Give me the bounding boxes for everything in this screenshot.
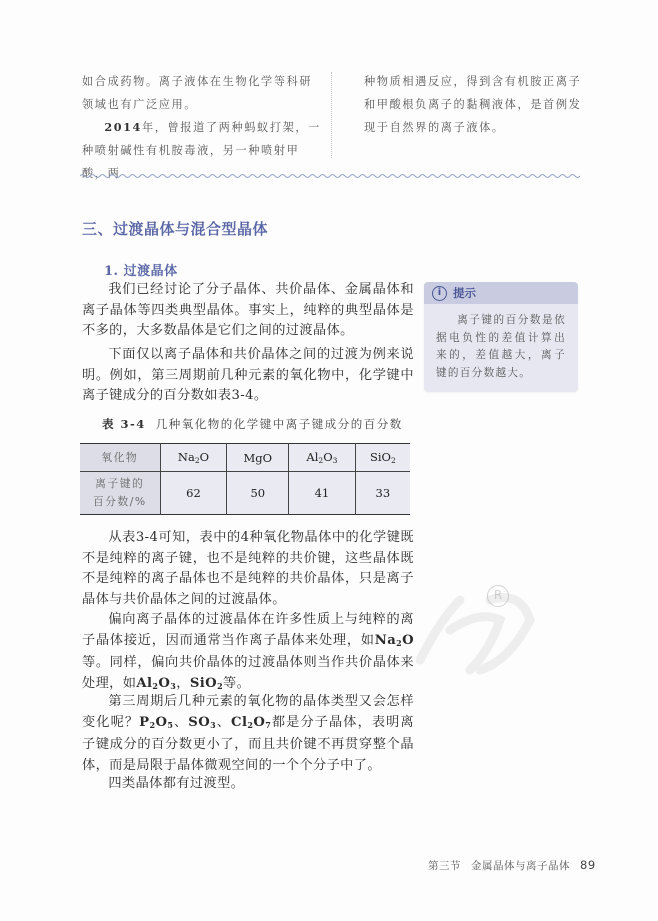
paragraph-2: 下面仅以离子晶体和共价晶体之间的过渡为例来说明。例如，第三周期前几种元素的氧化物中，化学键中离子键成分的百分数如表3-4。 bbox=[82, 347, 414, 403]
footer-section: 第三节 bbox=[428, 860, 461, 872]
top-left-text-2: 2014年，曾报道了两种蚂蚁打架，一种喷射碱性有机胺毒液，另一种喷射甲酸，两 bbox=[82, 120, 321, 180]
table-header-cell: MgO bbox=[227, 444, 289, 472]
watermark-icon bbox=[400, 560, 560, 680]
top-left-text-1: 如合成药物。离子液体在生物化学等科研领域也有广泛应用。 bbox=[82, 75, 313, 111]
table-cell: 62 bbox=[160, 472, 227, 515]
top-right-column bbox=[364, 70, 584, 139]
formula-cl2o7: $Cl_2O_7$ bbox=[231, 714, 272, 730]
top-left-column bbox=[82, 70, 324, 185]
table-header-cell: SiO$_2$ bbox=[355, 444, 410, 472]
top-continuation-box bbox=[82, 70, 582, 180]
formula-al2o3: $Al_2O_3$ bbox=[136, 675, 177, 691]
table-cell: 50 bbox=[227, 472, 289, 515]
table-row bbox=[80, 472, 410, 515]
table-header-label: 氧化物 bbox=[80, 444, 160, 472]
ionic-bond-table bbox=[80, 443, 410, 515]
footer-chapter-title: 金属晶体与离子晶体 bbox=[471, 860, 570, 872]
paragraph-3: 从表3-4可知，表中的4种氧化物晶体中的化学键既不是纯粹的离子键，也不是纯粹的共价键，这些晶体既不是纯粹的离子晶体也不是纯粹的共价晶体，只是离子晶体与共价晶体之间的过渡晶体。 bbox=[82, 530, 414, 607]
section-title: 三、过渡晶体与混合型晶体 bbox=[82, 220, 269, 238]
table-header-cell: $Na_2O$ bbox=[160, 444, 227, 472]
wavy-divider bbox=[80, 172, 580, 180]
table-cell: 41 bbox=[289, 472, 356, 515]
formula-sio2: SiO$_2$ bbox=[189, 675, 224, 691]
tip-text: 离子键的百分数是依据电负性的差值计算出来的，差值越大，离子键的百分数越大。 bbox=[436, 314, 566, 379]
tip-label: 提示 bbox=[453, 286, 476, 300]
paragraph-4: 偏向离子晶体的过渡晶体在许多性质上与纯粹的离子晶体接近，因而通常当作离子晶体来处理，如$Na_2O$等。同样，偏向共价晶体的过渡晶体则当作共价晶体来处理，如$Al_2O_3$，SiO$_2$等。 bbox=[82, 612, 414, 691]
page-number: 89 bbox=[580, 858, 596, 872]
table-number: 表 3-4 bbox=[102, 417, 146, 431]
top-right-text: 种物质相遇反应，得到含有机胺正离子和甲酸根负离子的黏稠液体，是首例发现于自然界的离子液体。 bbox=[364, 75, 582, 134]
table-caption-text: 几种氧化物的化学键中离子键成分的百分数 bbox=[155, 417, 403, 431]
paragraph-1: 我们已经讨论了分子晶体、共价晶体、金属晶体和离子晶体等四类典型晶体。事实上，纯粹的典型晶体是不多的，大多数晶体是它们之间的过渡晶体。 bbox=[82, 282, 414, 338]
info-icon: i bbox=[432, 286, 447, 301]
formula-so3: $SO_3$ bbox=[188, 714, 217, 730]
paragraph-6: 四类晶体都有过渡型。 bbox=[108, 776, 245, 791]
table-header-cell: $Al_2O_3$ bbox=[289, 444, 356, 472]
subsection-title: 1. 过渡晶体 bbox=[104, 264, 178, 279]
table-cell: 33 bbox=[355, 472, 410, 515]
registered-mark-icon: R bbox=[487, 585, 509, 607]
page-footer bbox=[428, 858, 596, 873]
column-divider bbox=[331, 72, 332, 158]
formula-na2o: $Na_2O$ bbox=[374, 632, 414, 648]
paragraph-5: 第三周期后几种元素的氧化物的晶体类型又会怎样变化呢？$P_2O_5$、$SO_3$、$Cl_2O_7$都是分子晶体，表明离子键成分的百分数更小了，而且共价键不再贯穿整个晶体，而是局限于晶体微观空间的一个个分子中了。 bbox=[82, 694, 415, 773]
formula-p2o5: $P_2O_5$ bbox=[139, 714, 174, 730]
tip-box bbox=[424, 282, 578, 392]
table-caption bbox=[102, 416, 403, 432]
table-header-row bbox=[80, 444, 410, 472]
tip-header bbox=[424, 282, 578, 304]
table-row-label: 离子键的 百分数/% bbox=[80, 472, 160, 515]
